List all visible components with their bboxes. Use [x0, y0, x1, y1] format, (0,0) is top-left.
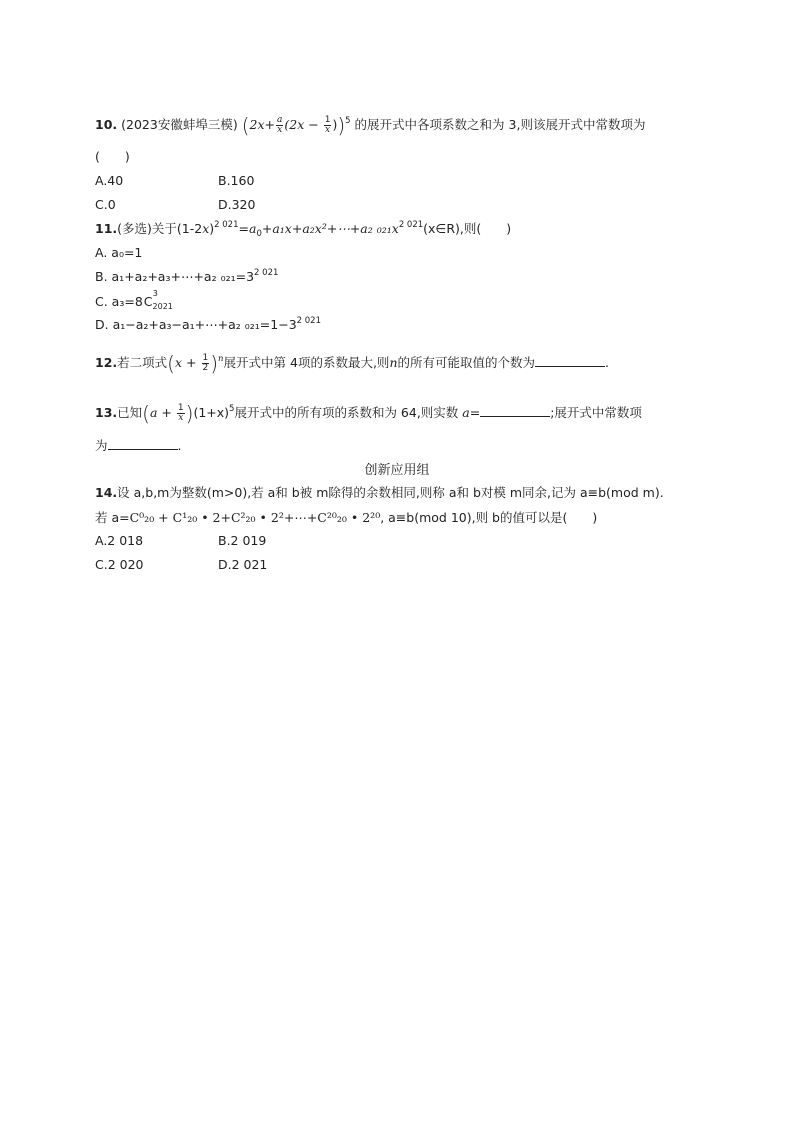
q14-line2: 若 a=C⁰₂₀ + C¹₂₀ • 2+C²₂₀ • 2²+⋯+C²⁰₂₀ • 2²⁰, a≡b(mod 10),则 b的值可以是( )	[95, 510, 598, 525]
q11-exp: 2 021	[214, 220, 239, 230]
q10-source: (2023安徽蚌埠三模)	[121, 117, 238, 132]
q11-cond: (x∈R),则( )	[423, 221, 512, 236]
q12-answer-blank[interactable]	[535, 354, 605, 367]
q11-line: 11.(多选)关于$(1-2x)^{2 021}=a_0+a_1x+a_2x^2+\cdots+a_2$ $_{021}x^{2 021}(x\in R)$,则( )	[95, 220, 512, 239]
q13-text-c: 展开式中的所有项的系数和为 64,则实数	[234, 405, 459, 420]
q10-expr-mid: (2x −	[284, 117, 323, 132]
q11-option-b: B. a₁+a₂+a₃+⋯+a₂ $_{021}=3^{2 021}$	[95, 268, 279, 284]
q10-option-c: C.0	[95, 197, 116, 212]
q12-number: 12.	[95, 355, 118, 370]
q11-text-a: (多选)关于(1-2	[117, 221, 203, 236]
q11-option-c: C. a₃=8C 3 $_{2021}$	[95, 289, 173, 311]
q11-text-b: =a	[238, 221, 257, 236]
q14-option-a: A.2 018	[95, 533, 144, 548]
q10-option-d: D.320	[218, 197, 256, 212]
q10-expr-coef: 2	[249, 117, 258, 132]
q11-option-a: A. a₀=1	[95, 245, 143, 260]
q13-text-d: ;展开式中常数项	[550, 405, 642, 420]
q13-line2: 为 .	[95, 438, 182, 453]
q12-frac: $\frac{1}{2}$	[202, 353, 209, 373]
q14-line1	[95, 484, 664, 502]
q14-option-c: C.2 020	[95, 557, 144, 572]
q10-option-b: B.160	[218, 173, 255, 188]
q11-exp2: 2 021	[398, 220, 424, 230]
q14-text-line1: 设 a,b,m为整数(m>0),若 a和 b被 m除得的余数相同,则称 a和 b对模 m同余,记为 a≡b(mod m).	[117, 485, 664, 500]
q13-frac: $\frac{1}{x}$	[177, 403, 184, 423]
q12-power: n	[218, 354, 224, 364]
q12-text-a: 若二项式	[117, 355, 168, 370]
q14-option-b: B.2 019	[218, 533, 267, 548]
q10-line: 10. (2023安徽蚌埠三模) (2x+ $\frac{a}{x}$ (2x − $\frac{1}{x}$ ))$^5$ 的展开式中各项系数之和为 3,则该展开式中常数项为	[95, 113, 646, 138]
q13-text-a: 已知	[117, 405, 143, 420]
q11-number: 11.	[95, 221, 118, 236]
q13-text-b: (1+x)	[193, 405, 230, 420]
q13-line: 13.已知(a + $\frac{1}{x}$ )$(1+x)^5$展开式中的所有项的系数和为 64,则实数 a= ;展开式中常数项	[95, 401, 642, 426]
q14-option-d: D.2 021	[218, 557, 268, 572]
q10-power: 5	[345, 116, 351, 126]
q14-number: 14.	[95, 485, 118, 500]
q10-number: 10.	[95, 117, 118, 132]
q13-answer-blank-1[interactable]	[480, 404, 550, 417]
q11-rest: +a₁x+a₂x²+⋯+a₂ ₀₂₁x	[261, 221, 399, 236]
q10-text: 的展开式中各项系数之和为 3,则该展开式中常数项为	[354, 117, 646, 132]
section-title: 创新应用组	[364, 463, 430, 478]
q12-text-c: 的所有可能取值的个数为	[397, 355, 536, 370]
q12-text-b: 展开式中第 4项的系数最大,则	[223, 355, 390, 370]
q10-expr-x: x	[257, 117, 265, 132]
q10-option-a: A.40	[95, 173, 124, 188]
q10-answer-paren: ( )	[95, 149, 130, 164]
q10-frac-a-over-x: $\frac{a}{x}$	[277, 115, 283, 135]
q12-line: 12.若二项式(x + $\frac{1}{2}$ )$^n$展开式中第 4项的系数最大,则n的所有可能取值的个数为 .	[95, 351, 609, 376]
q13-answer-blank-2[interactable]	[108, 437, 178, 450]
q10-expr-plus: +	[264, 117, 276, 132]
q13-number: 13.	[95, 405, 118, 420]
q14-sum-expression: C⁰₂₀ + C¹₂₀ • 2+C²₂₀ • 2²+⋯+C²⁰₂₀ • 2²⁰	[129, 510, 381, 525]
q11-option-d: D. a₁−a₂+a₃−a₁+⋯+a₂ $_{021}=1-3^{2 021}$	[95, 316, 321, 332]
q10-frac-1-over-x: $\frac{1}{x}$	[324, 115, 331, 135]
q11-combination: C 3 $_{2021}$	[143, 289, 173, 311]
